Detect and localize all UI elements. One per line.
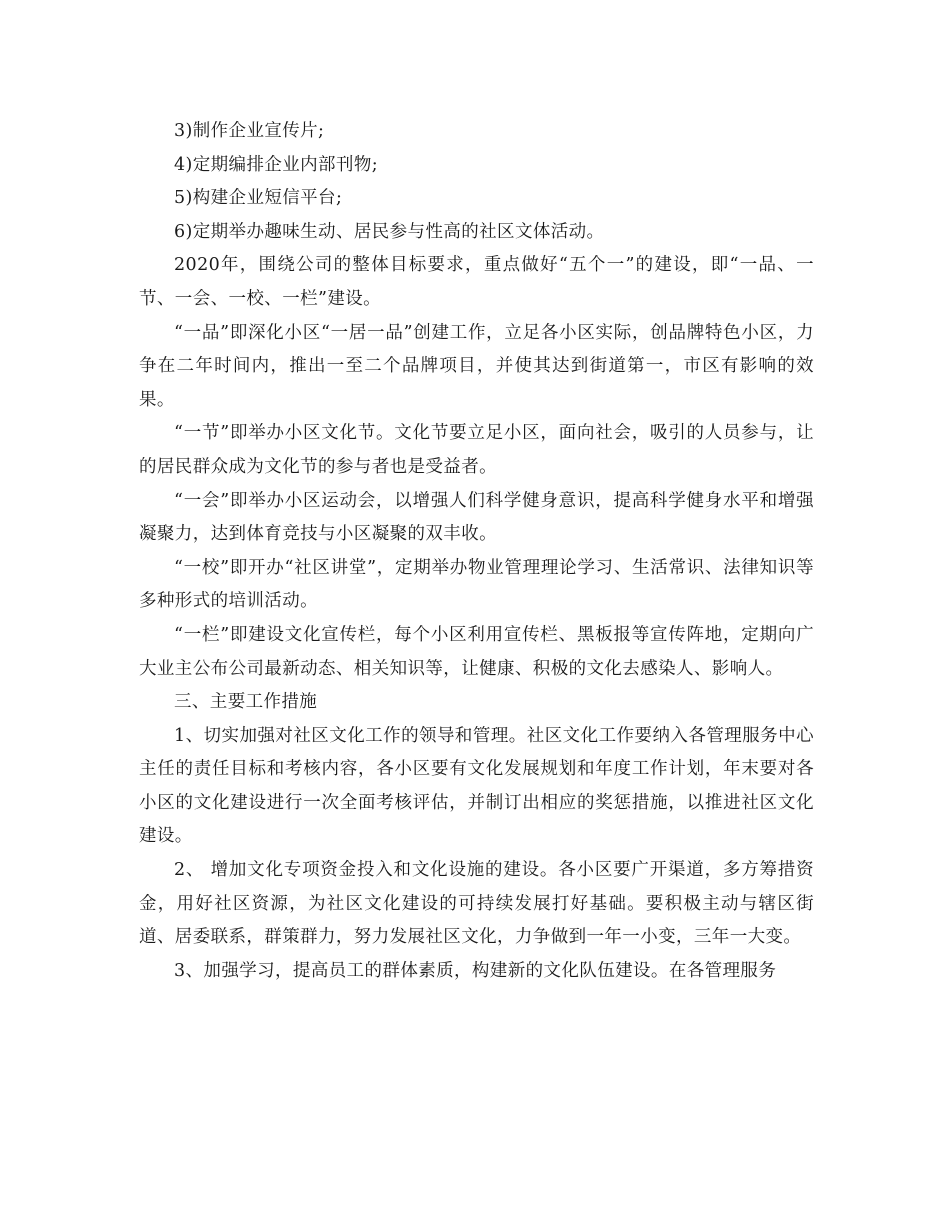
list-item-6: 6)定期举办趣味生动、居民参与性高的社区文体活动。 (174, 221, 605, 242)
list-item-3: 3)制作企业宣传片; (174, 121, 325, 141)
measure-1: 1、切实加强对社区文化工作的领导和管理。社区文化工作要纳入各管理服务中心主任的责任目标和考核内容，各小区要有文化发展规划和年度工作计划，年末要对各小区的文化建设进行一次全面考核评估，并制订出相应的奖惩措施，以推进社区文化建设。 (139, 725, 814, 847)
document-body (139, 115, 814, 988)
section-heading-measures: 三、主要工作措施 (174, 692, 318, 713)
measure-3: 3、加强学习，提高员工的群体素质，构建新的文化队伍建设。在各管理服务 (174, 960, 777, 981)
list-item-5: 5)构建企业短信平台; (174, 188, 343, 209)
measure-2: 2、 增加文化专项资金投入和文化设施的建设。各小区要广开渠道，多方筹措资金，用好社区资源，为社区文化建设的可持续发展打好基础。要积极主动与辖区街道、居委联系，群策群力，努力发展社区文化，力争做到一年一小变，三年一大变。 (139, 860, 814, 948)
paragraph-2020-goals: 2020年，围绕公司的整体目标要求，重点做好“五个一”的建设，即“一品、一节、一会、一校、一栏”建设。 (139, 255, 814, 309)
paragraph-yijie: “一节”即举办小区文化节。文化节要立足小区，面向社会，吸引的人员参与，让的居民群众成为文化节的参与者也是受益者。 (139, 423, 814, 477)
paragraph-yipin: “一品”即深化小区“一居一品”创建工作，立足各小区实际，创品牌特色小区，力争在二年时间内，推出一至二个品牌项目，并使其达到街道第一，市区有影响的效果。 (139, 322, 814, 410)
paragraph-yilan: “一栏”即建设文化宣传栏，每个小区利用宣传栏、黑板报等宣传阵地，定期向广大业主公布公司最新动态、相关知识等，让健康、积极的文化去感染人、影响人。 (139, 624, 814, 679)
paragraph-yixiao: “一校”即开办“社区讲堂”，定期举办物业管理理论学习、生活常识、法律知识等多种形式的培训活动。 (139, 557, 814, 612)
paragraph-yihui: “一会”即举办小区运动会，以增强人们科学健身意识，提高科学健身水平和增强凝聚力，达到体育竞技与小区凝聚的双丰收。 (139, 490, 814, 545)
list-item-4: 4)定期编排企业内部刊物; (174, 154, 379, 175)
